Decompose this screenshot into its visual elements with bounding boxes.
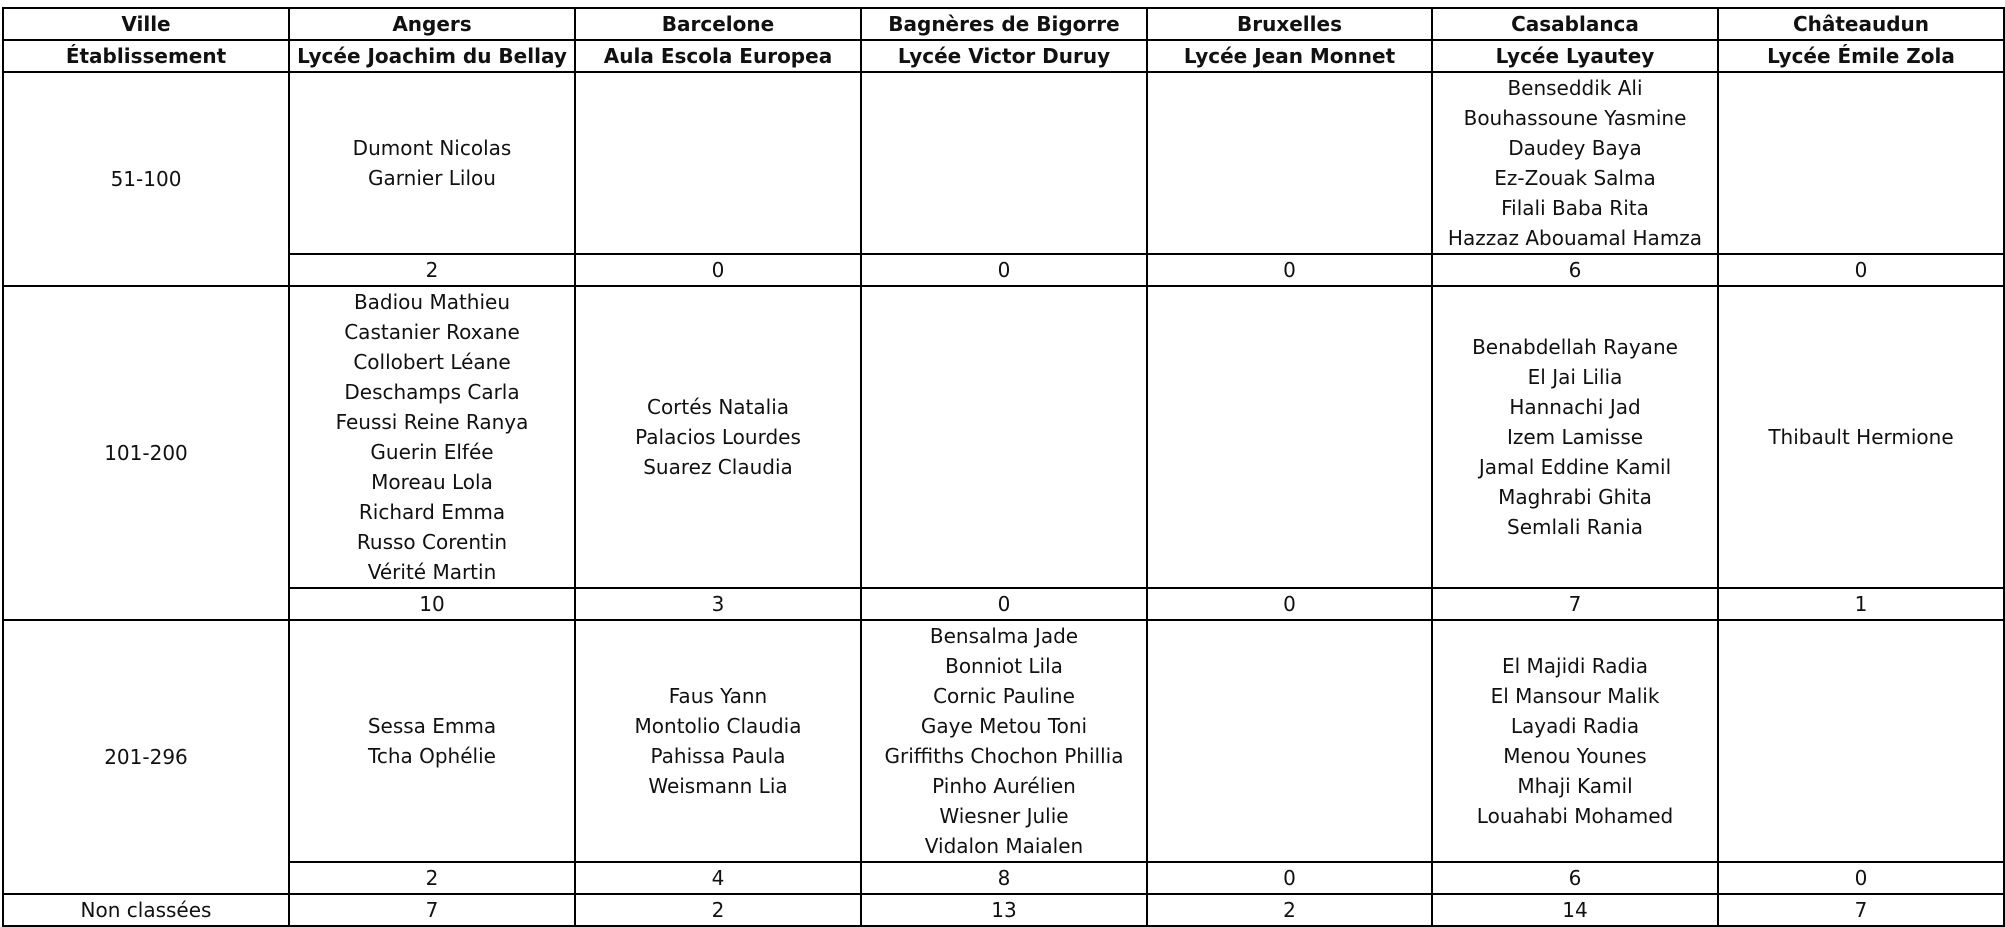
student-name: Daudey Baya xyxy=(1508,136,1642,160)
count-cell: 0 xyxy=(1147,588,1432,620)
student-name: Richard Emma xyxy=(358,500,506,524)
count-cell: 0 xyxy=(1718,254,2004,286)
names-cell xyxy=(575,72,861,254)
non-classees-row xyxy=(3,894,2004,926)
student-name: Semlali Rania xyxy=(1507,515,1643,539)
student-name: Benabdellah Rayane xyxy=(1472,335,1678,359)
ville-cell: Angers xyxy=(289,8,575,40)
count-cell: 0 xyxy=(861,588,1147,620)
student-name: Pinho Aurélien xyxy=(932,774,1076,798)
student-name: Tcha Ophélie xyxy=(368,744,496,768)
ville-label: Ville xyxy=(3,8,289,40)
ville-cell: Barcelone xyxy=(575,8,861,40)
count-cell: 0 xyxy=(861,254,1147,286)
student-name: Maghrabi Ghita xyxy=(1498,485,1652,509)
count-cell: 2 xyxy=(1147,894,1432,926)
student-name: Jamal Eddine Kamil xyxy=(1478,455,1672,479)
student-name: Dumont Nicolas xyxy=(352,136,512,160)
count-cell: 2 xyxy=(289,254,575,286)
names-cell xyxy=(1147,286,1432,588)
band-names-row xyxy=(3,286,2004,588)
student-name: Pahissa Paula xyxy=(650,744,786,768)
band-label: 51-100 xyxy=(3,72,289,286)
student-name: El Majidi Radia xyxy=(1501,654,1648,678)
count-cell: 6 xyxy=(1432,254,1718,286)
student-name: Menou Younes xyxy=(1503,744,1647,768)
student-name: Garnier Lilou xyxy=(368,166,496,190)
student-name: Filali Baba Rita xyxy=(1501,196,1649,220)
count-cell: 14 xyxy=(1432,894,1718,926)
non-classees-label: Non classées xyxy=(3,894,289,926)
band-label: 201-296 xyxy=(3,620,289,894)
band-count-row xyxy=(3,862,2004,894)
band-names-row xyxy=(3,620,2004,862)
student-name: Bonniot Lila xyxy=(945,654,1063,678)
count-cell: 0 xyxy=(1147,862,1432,894)
student-name: Hazzaz Abouamal Hamza xyxy=(1447,226,1703,250)
count-cell: 2 xyxy=(575,894,861,926)
names-cell xyxy=(1718,620,2004,862)
student-name: Faus Yann xyxy=(668,684,768,708)
student-name: Cortés Natalia xyxy=(646,395,790,419)
count-cell: 0 xyxy=(575,254,861,286)
header-row-ville xyxy=(3,8,2004,40)
student-name: Louahabi Mohamed xyxy=(1476,804,1674,828)
etablissement-cell: Lycée Victor Duruy xyxy=(861,40,1147,72)
names-cell xyxy=(1147,72,1432,254)
student-name: Guerin Elfée xyxy=(370,440,494,464)
student-name: Vérité Martin xyxy=(367,560,497,584)
count-cell: 7 xyxy=(1432,588,1718,620)
names-cell xyxy=(1718,286,2004,588)
names-cell xyxy=(1432,72,1718,254)
etablissement-label: Établissement xyxy=(3,40,289,72)
band-count-row xyxy=(3,254,2004,286)
student-name: Vidalon Maialen xyxy=(924,834,1084,858)
count-cell: 1 xyxy=(1718,588,2004,620)
student-name: Badiou Mathieu xyxy=(353,290,511,314)
etablissement-cell: Lycée Lyautey xyxy=(1432,40,1718,72)
ville-cell: Bruxelles xyxy=(1147,8,1432,40)
names-cell xyxy=(1718,72,2004,254)
student-name: El Jai Lilia xyxy=(1527,365,1623,389)
names-cell xyxy=(861,72,1147,254)
count-cell: 0 xyxy=(1718,862,2004,894)
student-name: Griffiths Chochon Phillia xyxy=(884,744,1124,768)
names-cell xyxy=(575,620,861,862)
count-cell: 7 xyxy=(1718,894,2004,926)
student-name: Gaye Metou Toni xyxy=(920,714,1088,738)
count-cell: 13 xyxy=(861,894,1147,926)
ville-cell: Châteaudun xyxy=(1718,8,2004,40)
student-name: Feussi Reine Ranya xyxy=(335,410,529,434)
student-name: Suarez Claudia xyxy=(643,455,793,479)
etablissement-cell: Lycée Joachim du Bellay xyxy=(289,40,575,72)
student-name: Hannachi Jad xyxy=(1509,395,1641,419)
student-name: Mhaji Kamil xyxy=(1517,774,1633,798)
student-name: Deschamps Carla xyxy=(344,380,520,404)
band-count-row xyxy=(3,588,2004,620)
student-name: Bensalma Jade xyxy=(929,624,1079,648)
names-cell xyxy=(861,286,1147,588)
student-name: Russo Corentin xyxy=(356,530,508,554)
count-cell: 6 xyxy=(1432,862,1718,894)
count-cell: 8 xyxy=(861,862,1147,894)
student-name: Izem Lamisse xyxy=(1506,425,1644,449)
rankings-table xyxy=(2,7,2005,927)
names-cell xyxy=(861,620,1147,862)
student-name: Moreau Lola xyxy=(371,470,493,494)
ville-cell: Casablanca xyxy=(1432,8,1718,40)
student-name: Cornic Pauline xyxy=(933,684,1075,708)
etablissement-cell: Aula Escola Europea xyxy=(575,40,861,72)
student-name: Thibault Hermione xyxy=(1768,425,1954,449)
student-name: Layadi Radia xyxy=(1510,714,1640,738)
count-cell: 10 xyxy=(289,588,575,620)
student-name: El Mansour Malik xyxy=(1490,684,1660,708)
count-cell: 2 xyxy=(289,862,575,894)
names-cell xyxy=(1432,620,1718,862)
ville-cell: Bagnères de Bigorre xyxy=(861,8,1147,40)
student-name: Collobert Léane xyxy=(353,350,511,374)
student-name: Benseddik Ali xyxy=(1507,76,1643,100)
student-name: Weismann Lia xyxy=(648,774,788,798)
band-label: 101-200 xyxy=(3,286,289,620)
count-cell: 4 xyxy=(575,862,861,894)
etablissement-cell: Lycée Jean Monnet xyxy=(1147,40,1432,72)
student-name: Sessa Emma xyxy=(367,714,497,738)
student-name: Bouhassoune Yasmine xyxy=(1463,106,1687,130)
names-cell xyxy=(1147,620,1432,862)
names-cell xyxy=(289,620,575,862)
count-cell: 3 xyxy=(575,588,861,620)
student-name: Ez-Zouak Salma xyxy=(1494,166,1656,190)
names-cell xyxy=(575,286,861,588)
student-name: Wiesner Julie xyxy=(939,804,1069,828)
student-name: Palacios Lourdes xyxy=(635,425,801,449)
count-cell: 7 xyxy=(289,894,575,926)
band-names-row xyxy=(3,72,2004,254)
student-name: Montolio Claudia xyxy=(634,714,802,738)
etablissement-cell: Lycée Émile Zola xyxy=(1718,40,2004,72)
names-cell xyxy=(1432,286,1718,588)
names-cell xyxy=(289,286,575,588)
header-row-etablissement xyxy=(3,40,2004,72)
student-name: Castanier Roxane xyxy=(344,320,520,344)
names-cell xyxy=(289,72,575,254)
count-cell: 0 xyxy=(1147,254,1432,286)
